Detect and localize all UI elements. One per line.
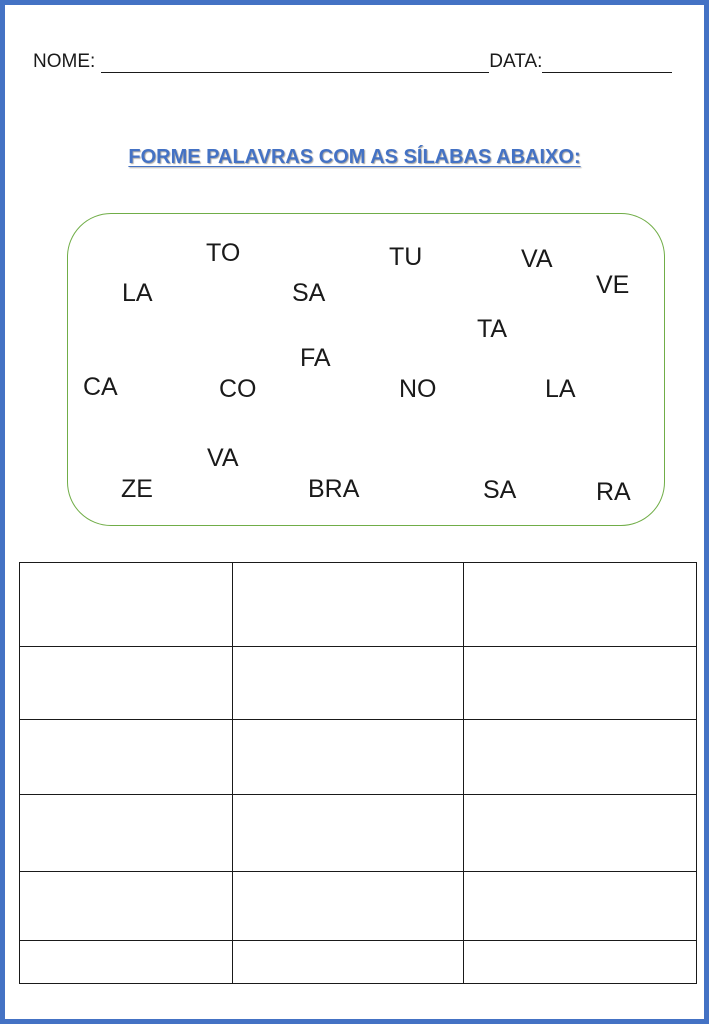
name-blank-line[interactable] [101,52,489,73]
table-row [20,941,697,984]
syllable: VA [521,245,553,273]
answer-cell[interactable] [20,720,233,795]
syllable: TO [206,239,241,267]
syllable: VE [596,271,630,299]
syllable: NO [399,375,437,403]
date-label: DATA: [489,51,543,72]
answer-cell[interactable] [464,872,697,941]
name-label: NOME: [33,51,96,72]
syllable: ZE [121,475,153,503]
instruction-heading: FORME PALAVRAS COM AS SÍLABAS ABAIXO: [128,146,581,168]
syllable: LA [122,279,153,307]
answer-cell[interactable] [20,563,233,647]
answer-cell[interactable] [20,872,233,941]
syllable: CA [83,373,118,401]
answer-cell[interactable] [464,795,697,872]
syllable: SA [483,476,517,504]
table-row [20,795,697,872]
answer-cell[interactable] [464,941,697,984]
answer-cell[interactable] [233,795,464,872]
syllable: VA [207,444,239,472]
answer-cell[interactable] [233,647,464,720]
date-blank-line[interactable] [542,52,672,73]
answer-cell[interactable] [20,941,233,984]
syllable: TU [389,243,423,271]
syllable: FA [300,344,331,372]
table-row [20,720,697,795]
answer-cell[interactable] [464,647,697,720]
syllable: LA [545,375,576,403]
answer-cell[interactable] [233,872,464,941]
answer-cell[interactable] [233,720,464,795]
answer-cell[interactable] [464,563,697,647]
table-row [20,647,697,720]
syllable: SA [292,279,326,307]
answer-cell[interactable] [464,720,697,795]
syllable: CO [219,375,257,403]
answer-cell[interactable] [233,563,464,647]
syllable: BRA [308,475,360,503]
syllable-box [67,213,665,526]
table-row [20,563,697,647]
answer-cell[interactable] [20,647,233,720]
answer-table [19,562,697,984]
answer-cell[interactable] [20,795,233,872]
answer-cell[interactable] [233,941,464,984]
syllable: TA [477,315,508,343]
table-row [20,872,697,941]
header-line [33,51,685,73]
syllable: RA [596,478,631,506]
